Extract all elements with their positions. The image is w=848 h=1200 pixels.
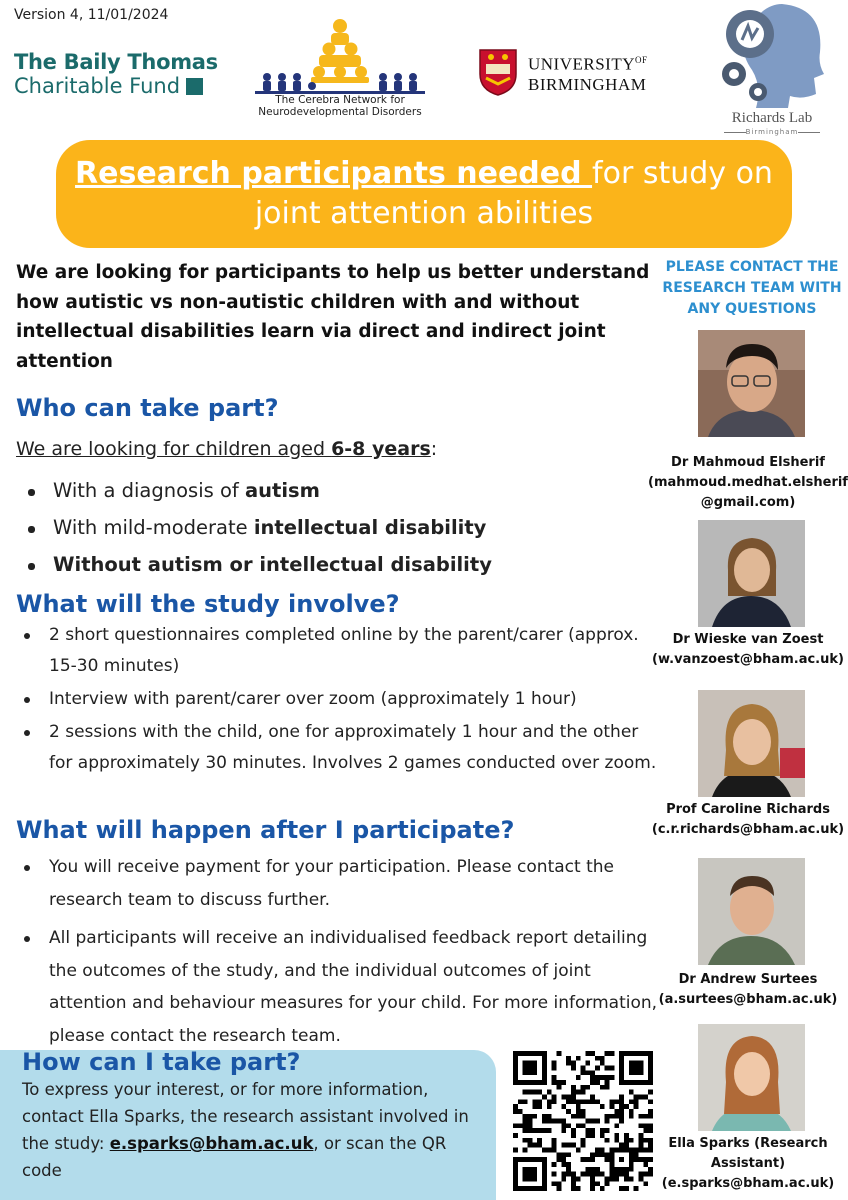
list-item: All participants will receive an individualised feedback report detailing the outcomes of the study, and the individual outcomes of joint attention and behaviour measures for your child. For more information, please contact the research team. (20, 922, 660, 1052)
study-heading: What will the study involve? (16, 590, 400, 618)
richards-lab-city: Birmingham (745, 128, 799, 136)
qr-code[interactable] (513, 1051, 653, 1191)
university-logo (478, 48, 678, 98)
who-list (24, 476, 644, 587)
contact-person: Dr Wieske van Zoest (w.vanzoest@bham.ac.uk) (652, 632, 844, 667)
university-crest-icon (478, 48, 518, 96)
uob-line1: UNIVERSITY (528, 54, 635, 74)
baily-logo-line2: Charitable Fund (14, 74, 181, 98)
list-item: 2 short questionnaires completed online by the parent/carer (approx. 15-30 minutes) (20, 620, 660, 682)
photo-andrew-surtees (698, 858, 805, 965)
who-heading: Who can take part? (16, 394, 279, 422)
banner-highlight: Research participants needed (75, 156, 593, 191)
who-sub-prefix: We are looking for children aged (16, 438, 332, 460)
title-banner (56, 140, 792, 248)
cerebra-line2: Neurodevelopmental Disorders (258, 106, 422, 118)
list-item: Interview with parent/carer over zoom (approximately 1 hour) (20, 684, 660, 715)
who-subheading (16, 438, 437, 460)
study-list (20, 620, 660, 781)
photo-caroline-richards (698, 690, 805, 797)
cerebra-line1: The Cerebra Network for (275, 94, 405, 106)
richards-lab-name: Richards Lab (731, 110, 813, 126)
after-heading: What will happen after I participate? (16, 816, 515, 844)
baily-thomas-logo (14, 50, 224, 98)
richards-lab-logo (712, 0, 832, 145)
list-item: With a diagnosis of autism (24, 476, 644, 513)
photo-wieske-van-zoest (698, 520, 805, 627)
after-list (20, 851, 660, 1058)
list-item: 2 sessions with the child, one for approximately 1 hour and the other for approximately 30 minutes. Involves 2 games conducted over zoom. (20, 717, 660, 779)
contact-person: Prof Caroline Richards (c.r.richards@bham.ac.uk) (651, 802, 845, 837)
banner-rest-line1: for study on (592, 156, 773, 191)
contact-heading: PLEASE CONTACT THE RESEARCH TEAM WITH ANY QUESTIONS (662, 259, 842, 317)
baily-logo-line1: The Baily Thomas (14, 50, 218, 74)
version-label: Version 4, 11/01/2024 (14, 7, 169, 23)
baily-square-icon (186, 78, 203, 95)
list-item: Without autism or intellectual disability (24, 550, 644, 587)
uob-line2: BIRMINGHAM (528, 74, 647, 94)
cerebra-logo (245, 18, 435, 123)
list-item: With mild-moderate intellectual disability (24, 513, 644, 550)
richards-rule-right (798, 132, 820, 133)
who-sub-age: 6-8 years (331, 438, 431, 460)
who-sub-suffix: : (430, 438, 438, 460)
how-heading: How can I take part? (22, 1048, 301, 1076)
head-gear-icon (712, 0, 832, 110)
photo-ella-sparks (698, 1024, 805, 1131)
photo-mahmoud-elsherif (698, 330, 805, 437)
contact-person: Dr Mahmoud Elsherif (mahmoud.medhat.elsherif @gmail.com) (648, 455, 848, 510)
list-item: You will receive payment for your participation. Please contact the research team to discuss further. (20, 851, 660, 916)
intro-paragraph: We are looking for participants to help us better understand how autistic vs non-autistic children with and without intellectual disabilities learn via direct and indirect joint attention (16, 262, 650, 372)
contact-person: Dr Andrew Surtees (a.surtees@bham.ac.uk) (658, 972, 838, 1007)
cerebra-figures-icon (245, 18, 435, 94)
contact-person: Ella Sparks (Research Assistant) (e.sparks@bham.ac.uk) (661, 1136, 835, 1191)
contact-email-link[interactable]: e.sparks@bham.ac.uk (109, 1134, 314, 1153)
uob-of: OF (635, 55, 648, 65)
how-text: To express your interest, or for more information, contact Ella Sparks, the research assistant involved in the study: e.sparks@bham.ac.uk, or scan the QR code (22, 1080, 469, 1180)
banner-rest-line2: joint attention abilities (254, 196, 594, 231)
